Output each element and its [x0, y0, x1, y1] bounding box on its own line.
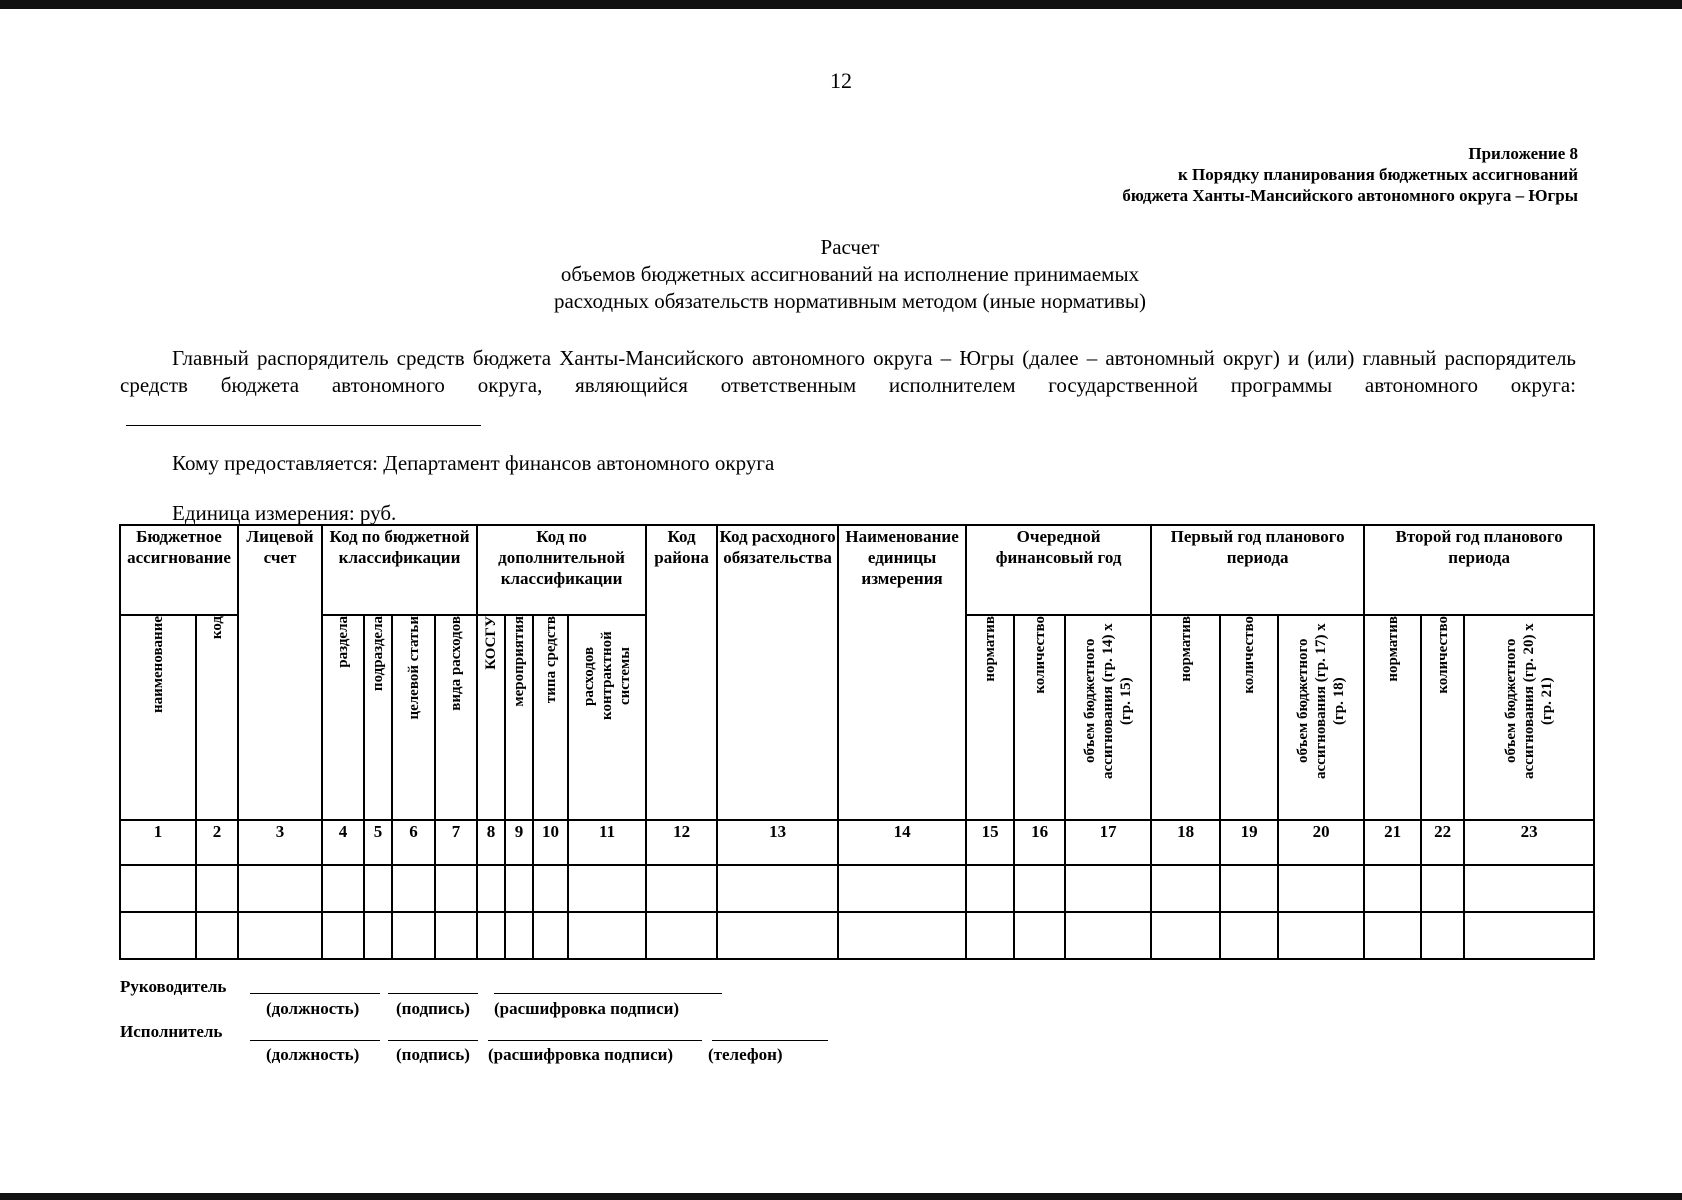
- group-next-year: Очередной финансовый год: [966, 525, 1151, 615]
- sub-event-cell: [505, 615, 533, 820]
- sub-norm-1: норматив: [982, 616, 999, 682]
- column-number: 21: [1364, 820, 1421, 865]
- table-row: [120, 865, 1594, 912]
- sub-subsection: подраздела: [370, 616, 386, 692]
- sub-code-cell: [196, 615, 238, 820]
- column-number: 4: [322, 820, 364, 865]
- sub-fund-type: типа средств: [542, 616, 559, 704]
- column-numbers-row: [120, 820, 1594, 865]
- sub-kosgu-cell: [477, 615, 505, 820]
- sub-code: код: [209, 616, 225, 640]
- group-extra-code: Код по дополнительной классификации: [477, 525, 646, 615]
- sub-norm-3-cell: [1364, 615, 1421, 820]
- head-decoding-line: [494, 973, 722, 994]
- executor-position-line: [250, 1020, 380, 1041]
- page-number: 12: [830, 68, 852, 93]
- sub-volume-17-cell: [1065, 615, 1151, 820]
- column-number: 6: [392, 820, 435, 865]
- sub-qty-3: количество: [1434, 616, 1451, 694]
- sub-section: раздела: [335, 616, 351, 668]
- executor-phone-caption: (телефон): [708, 1045, 783, 1064]
- sub-norm-1-cell: [966, 615, 1014, 820]
- sub-expense-type: вида расходов: [448, 616, 465, 711]
- title-line-2: объемов бюджетных ассигнований на исполнение принимаемых: [560, 262, 1140, 286]
- column-number: 1: [120, 820, 196, 865]
- sub-qty-3-cell: [1421, 615, 1464, 820]
- sub-subsection-cell: [364, 615, 392, 820]
- sub-volume-17: объем бюджетного ассигнования (гр. 14) х (гр. 15): [1082, 623, 1135, 779]
- group-budget-code: Код по бюджетной классификации: [322, 525, 477, 615]
- head-label: Руководитель: [120, 977, 227, 996]
- column-number: 22: [1421, 820, 1464, 865]
- sub-qty-2: количество: [1241, 616, 1258, 694]
- column-number: 11: [568, 820, 646, 865]
- sub-volume-20: объем бюджетного ассигнования (гр. 17) х (гр. 18): [1295, 623, 1348, 779]
- sub-target-article: целевой статьи: [405, 616, 422, 720]
- group-district-code: Код района: [646, 525, 717, 820]
- head-decoding-caption: (расшифровка подписи): [494, 999, 680, 1018]
- sub-volume-20-cell: [1278, 615, 1364, 820]
- executor-label: Исполнитель: [120, 1022, 223, 1041]
- sub-norm-3: норматив: [1384, 616, 1401, 682]
- column-number: 16: [1014, 820, 1065, 865]
- executor-decoding-line: [488, 1020, 702, 1041]
- top-scan-border: [0, 0, 1682, 9]
- intro-text: Главный распорядитель средств бюджета Ханты-Мансийского автономного округа – Югры (далее – автономный округ) и (или) главный распорядитель средств бюджета автономного округа, являющийся ответственным исполнителем государственной программы автономного округа:: [120, 346, 1576, 397]
- sub-contract-system: расходов контрактной системы: [581, 631, 634, 721]
- column-number: 9: [505, 820, 533, 865]
- column-number: 7: [435, 820, 477, 865]
- group-plan-year-2: Второй год планового периода: [1364, 525, 1594, 615]
- annex-line-3: бюджета Ханты-Мансийского автономного округа – Югры: [1122, 186, 1578, 205]
- document-title: [300, 234, 1400, 315]
- sub-name: наименование: [150, 616, 166, 713]
- sub-qty-2-cell: [1220, 615, 1278, 820]
- sub-volume-23-cell: [1464, 615, 1594, 820]
- column-number: 10: [533, 820, 568, 865]
- executor-position-caption: (должность): [266, 1045, 360, 1064]
- executor-signature-line: [388, 1020, 478, 1041]
- sub-section-cell: [322, 615, 364, 820]
- sub-name-cell: [120, 615, 196, 820]
- sub-event: мероприятия: [511, 616, 528, 707]
- group-plan-year-1: Первый год планового периода: [1151, 525, 1364, 615]
- executor-phone-line: [712, 1020, 828, 1041]
- annex-header: [1122, 143, 1578, 206]
- title-line-1: Расчет: [820, 235, 880, 259]
- column-number: 23: [1464, 820, 1594, 865]
- header-row-groups: [120, 525, 1594, 615]
- column-number: 12: [646, 820, 717, 865]
- group-obligation-code: Код расходного обязательства: [717, 525, 838, 820]
- group-account: Лицевой счет: [238, 525, 322, 820]
- sub-expense-type-cell: [435, 615, 477, 820]
- head-signature-caption: (подпись): [396, 999, 470, 1018]
- column-number: 17: [1065, 820, 1151, 865]
- sub-target-article-cell: [392, 615, 435, 820]
- table-row: [120, 912, 1594, 959]
- calculation-table: [119, 524, 1595, 960]
- column-number: 14: [838, 820, 966, 865]
- executor-decoding-caption: (расшифровка подписи): [488, 1045, 674, 1064]
- sub-volume-23: объем бюджетного ассигнования (гр. 20) х (гр. 21): [1503, 623, 1556, 779]
- sub-kosgu: КОСГУ: [483, 616, 500, 670]
- head-position-line: [250, 973, 380, 994]
- sub-qty-1-cell: [1014, 615, 1065, 820]
- column-number: 15: [966, 820, 1014, 865]
- executor-signature-caption: (подпись): [396, 1045, 470, 1064]
- column-number: 18: [1151, 820, 1220, 865]
- sub-qty-1: количество: [1031, 616, 1048, 694]
- recipient-line: Кому предоставляется: Департамент финансов автономного округа: [172, 451, 775, 475]
- title-line-3: расходных обязательств нормативным методом (иные нормативы): [553, 289, 1147, 313]
- intro-paragraph: [120, 345, 1576, 426]
- manager-blank-line: [126, 407, 481, 426]
- annex-line-1: Приложение 8: [1468, 144, 1578, 163]
- head-position-caption: (должность): [266, 999, 360, 1018]
- column-number: 8: [477, 820, 505, 865]
- column-number: 3: [238, 820, 322, 865]
- group-budget-allocation: Бюджетное ассигнование: [120, 525, 238, 615]
- group-unit-name: Наименование единицы измерения: [838, 525, 966, 820]
- bottom-scan-border: [0, 1193, 1682, 1200]
- sub-norm-2-cell: [1151, 615, 1220, 820]
- column-number: 20: [1278, 820, 1364, 865]
- column-number: 2: [196, 820, 238, 865]
- sub-contract-system-cell: [568, 615, 646, 820]
- annex-line-2: к Порядку планирования бюджетных ассигнований: [1178, 165, 1578, 184]
- unit-line: Единица измерения: руб.: [172, 501, 397, 525]
- column-number: 19: [1220, 820, 1278, 865]
- column-number: 5: [364, 820, 392, 865]
- sub-norm-2: норматив: [1177, 616, 1194, 682]
- column-number: 13: [717, 820, 838, 865]
- sub-fund-type-cell: [533, 615, 568, 820]
- head-signature-line: [388, 973, 478, 994]
